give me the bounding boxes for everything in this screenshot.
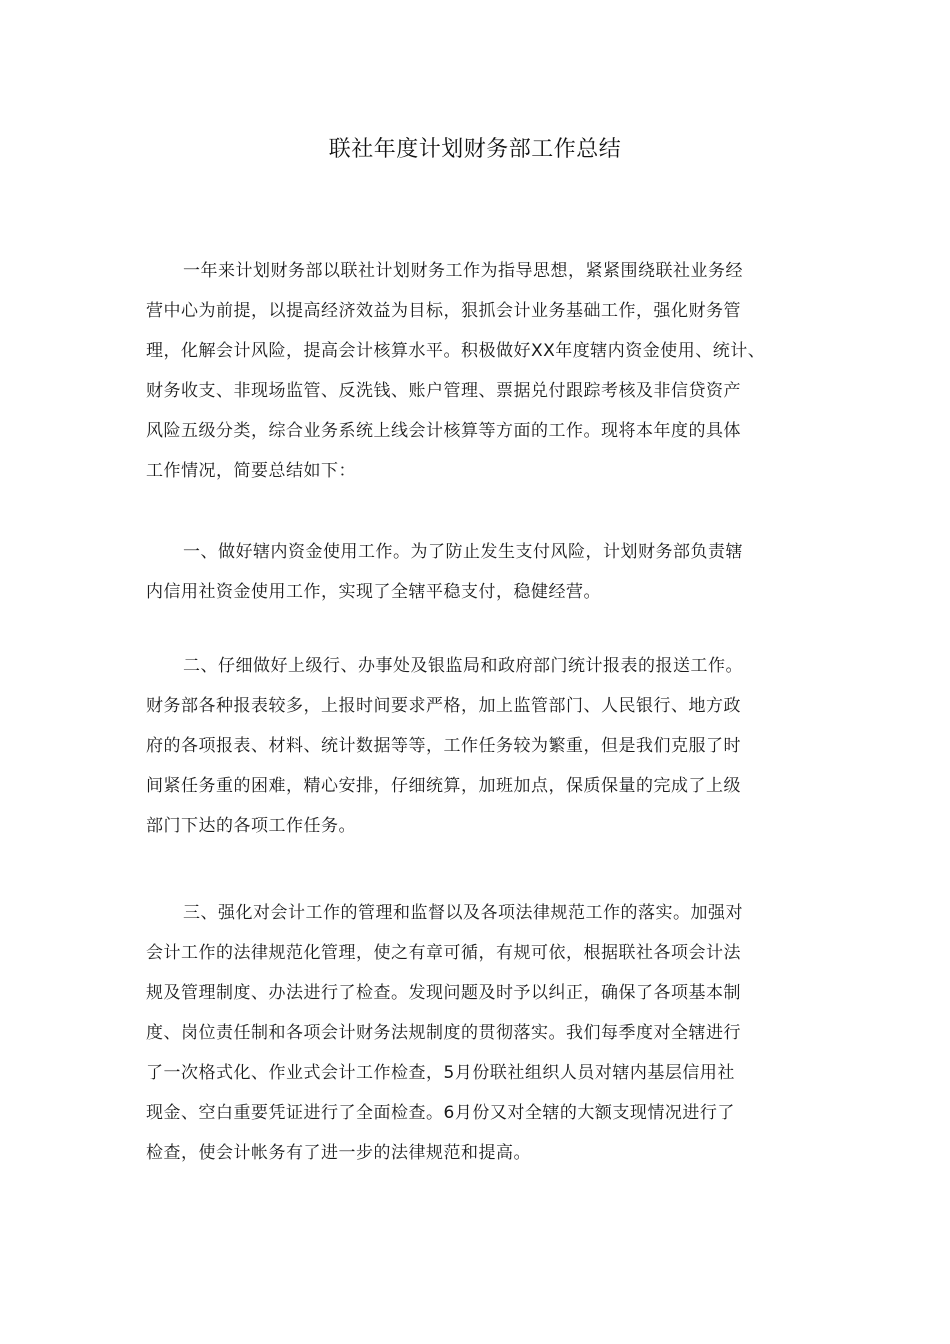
paragraph-section-1 <box>146 532 826 612</box>
document-title: 联社年度计划财务部工作总结 <box>328 137 622 162</box>
paragraph-line: 二、仔细做好上级行、办事处及银监局和政府部门统计报表的报送工作。 <box>183 656 743 676</box>
paragraph-line: 内信用社资金使用工作，实现了全辖平稳支付，稳健经营。 <box>146 582 601 602</box>
paragraph-line: 规及管理制度、办法进行了检查。发现问题及时予以纠正，确保了各项基本制 <box>146 983 741 1003</box>
paragraph-intro <box>146 251 826 491</box>
paragraph-line: 会计工作的法律规范化管理，使之有章可循，有规可依，根据联社各项会计法 <box>146 943 741 963</box>
paragraph-line: 度、岗位责任制和各项会计财务法规制度的贯彻落实。我们每季度对全辖进行 <box>146 1023 741 1043</box>
paragraph-line: 风险五级分类，综合业务系统上线会计核算等方面的工作。现将本年度的具体 <box>146 421 741 441</box>
paragraph-line: 部门下达的各项工作任务。 <box>146 816 356 836</box>
paragraph-line: 现金、空白重要凭证进行了全面检查。6月份又对全辖的大额支现情况进行了 <box>146 1103 735 1123</box>
paragraph-line: 府的各项报表、材料、统计数据等等，工作任务较为繁重，但是我们克服了时 <box>146 736 741 756</box>
paragraph-line: 工作情况，简要总结如下： <box>146 461 356 481</box>
paragraph-line: 间紧任务重的困难，精心安排，仔细统算，加班加点，保质保量的完成了上级 <box>146 776 741 796</box>
paragraph-line: 理，化解会计风险，提高会计核算水平。积极做好XX年度辖内资金使用、统计、 <box>146 341 766 361</box>
paragraph-line: 三、强化对会计工作的管理和监督以及各项法律规范工作的落实。加强对 <box>183 903 743 923</box>
paragraph-line: 财务收支、非现场监管、反洗钱、账户管理、票据兑付跟踪考核及非信贷资产 <box>146 381 741 401</box>
paragraph-line: 了一次格式化、作业式会计工作检查，5月份联社组织人员对辖内基层信用社 <box>146 1063 735 1083</box>
paragraph-line: 营中心为前提，以提高经济效益为目标，狠抓会计业务基础工作，强化财务管 <box>146 301 741 321</box>
paragraph-section-2 <box>146 646 826 846</box>
paragraph-line: 检查，使会计帐务有了进一步的法律规范和提高。 <box>146 1143 531 1163</box>
paragraph-line: 一、做好辖内资金使用工作。为了防止发生支付风险，计划财务部负责辖 <box>183 542 743 562</box>
paragraph-section-3 <box>146 893 826 1173</box>
paragraph-line: 一年来计划财务部以联社计划财务工作为指导思想，紧紧围绕联社业务经 <box>183 261 743 281</box>
paragraph-line: 财务部各种报表较多，上报时间要求严格，加上监管部门、人民银行、地方政 <box>146 696 741 716</box>
